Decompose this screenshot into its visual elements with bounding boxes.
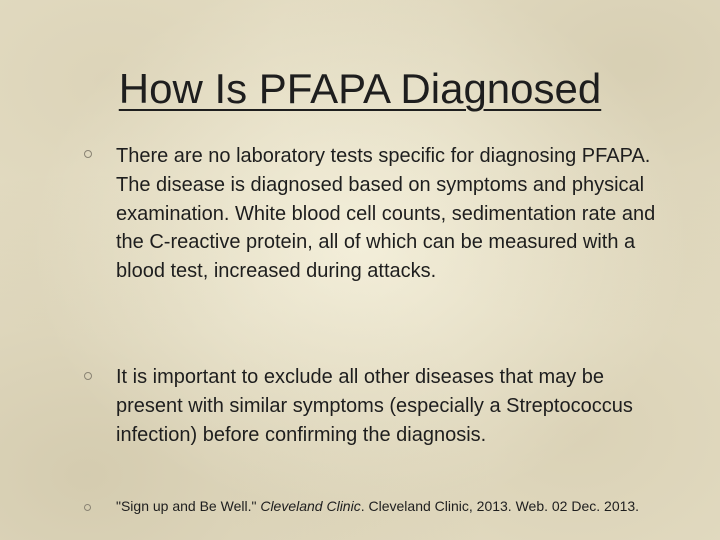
slide-title-text: How Is PFAPA Diagnosed [118,65,602,112]
bullet-circle-icon [84,372,92,380]
citation-article: "Sign up and Be Well." [116,498,261,514]
bullet-circle-icon [84,504,91,511]
slide-title [0,62,720,116]
citation-details: . Cleveland Clinic, 2013. Web. 02 Dec. 2013. [360,498,640,514]
bullet-text-exclude-diseases: It is important to exclude all other diseases that may be present with similar symptoms (especially a Streptococcus infection) before confirming the diagnosis. [116,366,633,446]
citation [116,497,656,516]
bullet-text-laboratory-tests: There are no laboratory tests specific for diagnosing PFAPA. The disease is diagnosed based on symptoms and physical examination. White blood cell counts, sedimentation rate and the C-reactive protein, all of which can be measured with a blood test, increased during attacks. [116,145,656,283]
citation-source: Cleveland Clinic [260,498,361,514]
bullet-circle-icon [84,150,92,158]
